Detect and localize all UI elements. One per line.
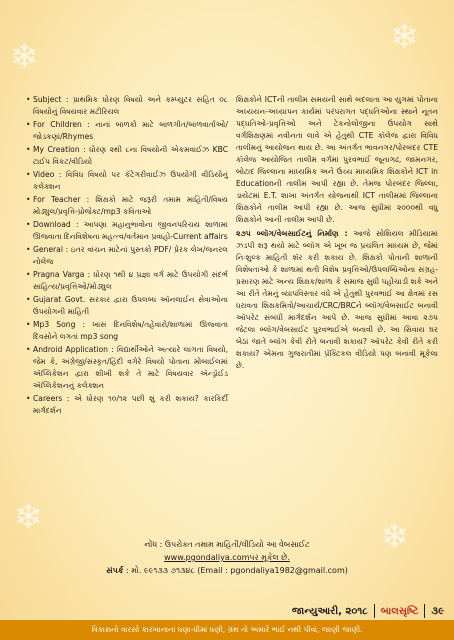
snowflake-icon: ❄ xyxy=(10,37,39,77)
list-item: • Pragna Varga : ધોરણ ૧થી ૪ પ્રજ્ઞા વર્ગ માટે ઉપયોગી સંદર્ભ સાહિત્ય/પ્રવૃત્તિઓ/મોડ્યુલ xyxy=(26,269,228,293)
bottom-quote-text: વિકાસનો વારસો કારખાનાનાં ધણા-ધીમાં ધણી, ગ્રંથ તો અમારે ભાઈ નથી પીવાં, જાણી જાણી. xyxy=(91,625,363,634)
list-item: • General : ઇતર વાંચન માટેનાં પુસ્તકો PDF/ પ્રેરક લેખ/જનરલ નોલેજ xyxy=(26,244,228,268)
issue-date: જાન્યુઆરી, ૨૦૧૮ xyxy=(291,605,368,617)
snowflake-icon: ❄ xyxy=(14,497,43,537)
contact-text: : મો. ૯૯૧૩૩ ૭૧૩૪૮ (Email : pgondaliya1982@gmail.com) xyxy=(125,566,348,575)
contact-line xyxy=(0,564,454,577)
page-info-strip xyxy=(292,604,444,618)
list-item: • Careers : એ ધોરણ ૧૦/૧૨ પછી શું કરી શકાય? કારકિર્દી માર્ગદર્શન xyxy=(26,393,228,417)
page-number: ૩૯ xyxy=(431,605,444,617)
list-item: • Download : આપણા મહાનુભાવોના જીવનપરિચય શાળામાં ઊજવાતા દિનવિશેષના મહત્ત્વ/વર્તમાન પ્રવાહો-Current affairs xyxy=(26,219,228,243)
note-line: નોંધ : ઉપરોક્ત તમામ માહિતી/વીડિયો આ વેબસાઈટ xyxy=(144,540,310,549)
bottom-quote-bar xyxy=(0,620,454,640)
snowflake-icon: ❄ xyxy=(380,517,409,557)
list-item: • My Creation : ધોરણ ૨થી ૮ના વિષયોની એકમવાઈઝ KBC ટાઈપ વિકટ/વીડિયો xyxy=(26,144,228,168)
feature-list xyxy=(26,94,228,417)
magazine-name: બાલસૃષ્ટિ xyxy=(380,605,419,617)
list-item: • Subject : પ્રાથમિક ધોરણ વિષયો અને કમ્પ્યુટર સહિત ૦૮ વિષયોનું વિષયવાર મટીરિયલ xyxy=(26,94,228,118)
list-item: • Video : વિવિધ વિષયો પર કૅટેગરીવાઈઝ ઉપયોગી વીડિયોનું કલેક્શન xyxy=(26,169,228,193)
left-column xyxy=(26,94,228,418)
list-item: • For Teacher : શિક્ષકો માટે જરૂરી તમામ માહિતી/વિષય મોડ્યુલ/પ્રવૃત્તિ-પ્રોજેક્ટ/mp3 કવિતાઓ xyxy=(26,194,228,218)
blog-section-text: આજે સોશિયલ મીડિયામાં ઝડપી શરૂ થયો માટે બ્લૉગ એ ખૂબ જ પ્રચલિત માધ્યમ છે, જેમાં નિઃશુલ્ક માહિતી શૅર કરી શકાય છે. શિક્ષકો પોતાની શાળાની વિશેષતાઓ કે શાળામાં થતી વિશેષ પ્રવૃત્તિઓ/ઉપલબ્ધિઓના સંગ્રહ-પ્રસારણ માટે અન્ય શિક્ષક/શાળા કે સમાજ સુધી પહોંચાડી શકે અને આ રીતે તેમનું વ્યાપવિસ્તાર વધે એ હેતુથી પુરવભાઈ આ ક્ષેત્રમાં રસ ધરાવતા શિક્ષકમિત્રો/આચાર્ય/CRC/BRCને બ્લૉગ/વેબસાઈટ બનાવી ઑપરેટ સંબંધી માર્ગદર્શન આપે છે. આજ સુધીમાં આવા ૨૭૫ જેટલા બ્લૉગ/વેબસાઈટ પુરવભાઈએ બનાવી છે. આ સિવાય ઘર બેઠાં જાતે બ્લૉગ કેવી રીતે બનાવી શકાય? ઑપરેટ કેવી રીતે કરી શકાય? એમના ગુજરાતીમાં પ્રૅક્ટિકલ વીડિયો પણ બનાવી મૂકેલા છે. xyxy=(236,229,438,370)
list-item: • Mp3 Song : ખાસ દિનવિશેષ/તહેવારો/શાળામાં ઊજવાતા દિવસોને લગતાં mp3 song xyxy=(26,319,228,343)
divider xyxy=(424,604,425,618)
ict-training-paragraph: શિક્ષકોને ICTની તાલીમ સમયની સાથે બદલાતા આ યુગમાં પોતાના અધ્યયન-અધ્યાપન કાર્યમાં પરંપરાગત પદ્ધતિઓના સ્થાને નૂતન પદ્ધતિઓ-પ્રવૃત્તિઓ અને ટેકનોલોજીના ઉપયોગ સાથે વર્ગશિક્ષણમાં નવીનતા લાવે એ હેતુથી CTE કૉલેજ દ્વારા વિવિધ તાલીમનું આયોજન થાય છે. આ અંતર્ગત ભાવનગર/પોરબંદર CTE કૉલેજ આયોજિત તાલીમ વર્ગમાં પુરવભાઈ જૂનાગઢ, જામનગર, બોટાદ જિલ્લાના માધ્યમિક અને ઉચ્ચ માધ્યમિક શિક્ષકોને ICT in Educationની તાલીમ આપી રહ્યા છે. તેમજ પોરબંદર જિલ્લા, ડાયેટમાં E.T. શાખા અંતર્ગત યોજનાથી ICT તાલીમમાં જિલ્લાના શિક્ષકોને તાલીમ આપી રહ્યા છે. આજ સુધીમાં ૨૦૦૦થી વધુ શિક્ષકોને આની તાલીમ આપી છે. xyxy=(236,95,438,224)
contact-label: સંપર્ક xyxy=(106,566,124,575)
list-item: • Gujarat Govt. સરકાર દ્વારા ઉપલબ્ધ ઑનલાઈન સેવાઓના ઉપયોગની માહિતી xyxy=(26,294,228,318)
blog-section xyxy=(236,228,438,372)
footer-note xyxy=(0,538,454,577)
list-item: • For Children : નાનાં બાળકો માટે બાળગીત/બાળવાર્તાઓ/જોડકણાં/Rhymes xyxy=(26,119,228,143)
snowflake-icon: ❄ xyxy=(390,17,419,57)
right-column xyxy=(236,94,438,374)
divider xyxy=(374,604,375,618)
list-item: • Android Application : વિદ્યાર્થીઓને અત્યારે લાગતા વિષયો, જેમ કે, અંગ્રેજી/સંસ્કૃત/હિંદી વગેરે વિષયો પોતાના મોબાઈલમાં ઍપ્લિકેશન દ્વારા શીખી શકે તે માટે વિષયવાર ઍન્ડ્રૉઈડ ઍપ્લિકેશનનું કલેક્શન xyxy=(26,344,228,392)
blog-section-heading: ૨૭૫ બ્લૉગ/વેબસાઈટનું નિર્માણ : xyxy=(236,229,348,238)
website-line[interactable]: www.pgondaliya.comપર મૂકેલ છે. xyxy=(164,553,290,562)
